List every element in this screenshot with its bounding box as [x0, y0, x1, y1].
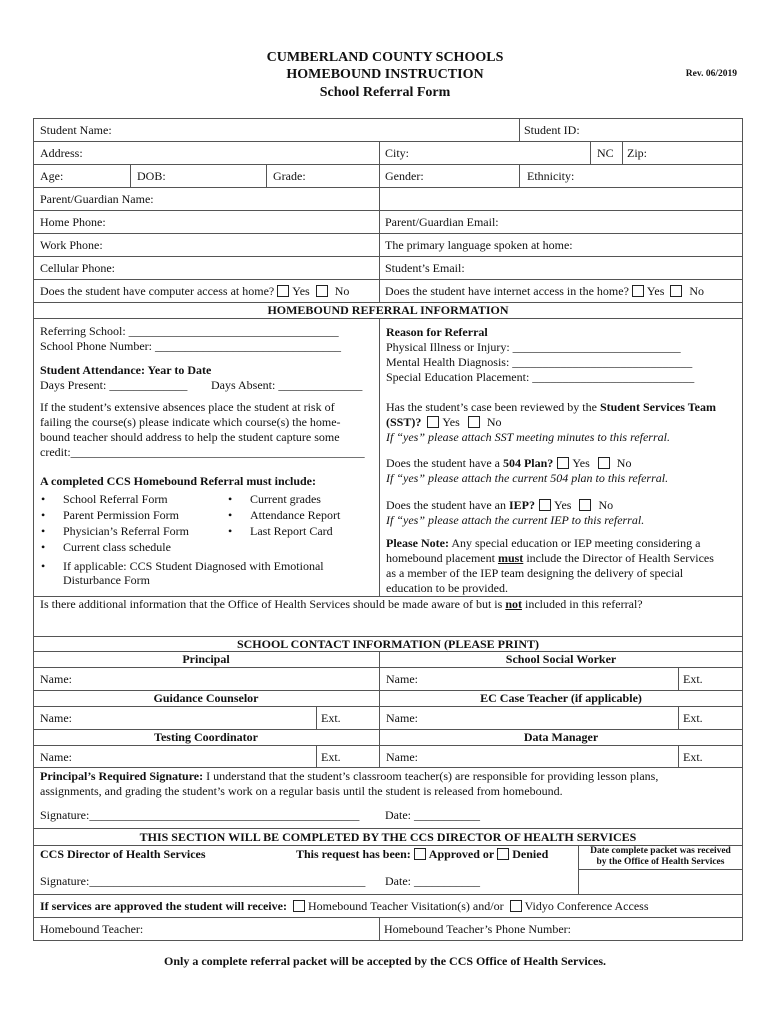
must-include-title: A completed CCS Homebound Referral must include: [40, 474, 316, 488]
list-item: • If applicable: CCS Student Diagnosed with Emotional [63, 559, 324, 573]
social-worker-name-field[interactable]: Name: [386, 672, 418, 686]
guardian-email-field[interactable]: Parent/Guardian Email: [385, 215, 499, 229]
social-worker-ext-field[interactable]: Ext. [683, 672, 703, 686]
received-date-label-1: Date complete packet was received [590, 846, 731, 856]
special-education-field[interactable]: Special Education Placement: ___________________________ [386, 370, 695, 384]
ec-teacher-heading: EC Case Teacher (if applicable) [480, 691, 642, 705]
testing-ext-field[interactable]: Ext. [321, 750, 341, 764]
guidance-name-field[interactable]: Name: [40, 711, 72, 725]
credit-field[interactable]: credit:_________________________________________________ [40, 445, 365, 459]
request-status: This request has been: Approved or Denied [296, 847, 549, 861]
sst-no-checkbox[interactable] [468, 416, 480, 428]
visitation-checkbox[interactable] [293, 900, 305, 912]
list-item: • Attendance Report [250, 508, 340, 522]
cell-phone-field[interactable]: Cellular Phone: [40, 261, 115, 275]
iep-note: If “yes” please attach the current IEP to this referral. [386, 513, 645, 527]
physical-illness-field[interactable]: Physical Illness or Injury: ____________________________ [386, 340, 681, 354]
student-email-field[interactable]: Student’s Email: [385, 261, 465, 275]
please-note-2: homebound placement must include the Director of Health Services [386, 551, 714, 565]
gender-field[interactable]: Gender: [385, 169, 424, 183]
approved-checkbox[interactable] [414, 848, 426, 860]
dob-field[interactable]: DOB: [137, 169, 166, 183]
please-note-4: education to be provided. [386, 581, 508, 595]
director-title: CCS Director of Health Services [40, 847, 206, 861]
form-title: School Referral Form [319, 85, 451, 100]
program-title: HOMEBOUND INSTRUCTION [286, 67, 484, 82]
sst-question: Has the student’s case been reviewed by the Student Services Team [386, 400, 716, 414]
plan504-question: Does the student have a 504 Plan? Yes No [386, 456, 632, 470]
student-id-field[interactable]: Student ID: [524, 123, 580, 137]
plan504-yes-checkbox[interactable] [557, 457, 569, 469]
list-item: • Current grades [250, 492, 321, 506]
director-date-field[interactable]: Date: ___________ [385, 874, 480, 888]
list-item: • Current class schedule [63, 540, 171, 554]
ec-teacher-ext-field[interactable]: Ext. [683, 711, 703, 725]
testing-name-field[interactable]: Name: [40, 750, 72, 764]
home-phone-field[interactable]: Home Phone: [40, 215, 106, 229]
list-item: • Physician’s Referral Form [63, 524, 189, 538]
language-field[interactable]: The primary language spoken at home: [385, 238, 573, 252]
internet-no-checkbox[interactable] [670, 285, 682, 297]
age-field[interactable]: Age: [40, 169, 64, 183]
footer-note: Only a complete referral packet will be accepted by the CCS Office of Health Services. [163, 954, 606, 968]
services-question: If services are approved the student will receive: Homebound Teacher Visitation(s) and/or Vidyo Conference Access [40, 899, 649, 913]
homebound-teacher-phone-field[interactable]: Homebound Teacher’s Phone Number: [384, 922, 572, 936]
social-worker-heading: School Social Worker [505, 652, 617, 666]
absence-text-3: bound teacher should address to help the student capture some [40, 430, 340, 444]
guardian-name-field[interactable]: Parent/Guardian Name: [40, 192, 154, 206]
district-title: CUMBERLAND COUNTY SCHOOLS [266, 50, 504, 65]
principal-name-field[interactable]: Name: [40, 672, 72, 686]
director-signature-field[interactable]: Signature:______________________________________________ [40, 874, 366, 888]
days-absent-field[interactable]: Days Absent: ______________ [211, 378, 363, 392]
please-note-3: as a member of the IEP team designing the delivery of special [386, 566, 684, 580]
guidance-heading: Guidance Counselor [153, 691, 259, 705]
guidance-ext-field[interactable]: Ext. [321, 711, 341, 725]
state-label: NC [597, 146, 614, 160]
iep-question: Does the student have an IEP? Yes No [386, 498, 614, 512]
attendance-title: Student Attendance: Year to Date [40, 363, 212, 377]
referring-school-field[interactable]: Referring School: ___________________________________ [40, 324, 339, 338]
list-item: • Last Report Card [250, 524, 333, 538]
address-field[interactable]: Address: [40, 146, 83, 160]
revision-label: Rev. 06/2019 [685, 69, 737, 79]
sst-yes-checkbox[interactable] [427, 416, 439, 428]
denied-checkbox[interactable] [497, 848, 509, 860]
homebound-teacher-field[interactable]: Homebound Teacher: [40, 922, 144, 936]
data-manager-heading: Data Manager [523, 730, 599, 744]
internet-access-question: Does the student have internet access in the home? Yes No [385, 284, 705, 298]
student-name-field[interactable]: Student Name: [40, 123, 112, 137]
additional-info-field[interactable]: Is there additional information that the Office of Health Services should be made aware of but is not included in this referral? [40, 597, 643, 611]
vidyo-checkbox[interactable] [510, 900, 522, 912]
testing-heading: Testing Coordinator [154, 730, 258, 744]
city-field[interactable]: City: [385, 146, 410, 160]
ethnicity-field[interactable]: Ethnicity: [527, 169, 575, 183]
director-section-heading: THIS SECTION WILL BE COMPLETED BY THE CCS DIRECTOR OF HEALTH SERVICES [139, 830, 637, 844]
principal-heading: Principal [182, 652, 230, 666]
principal-signature-statement: Principal’s Required Signature: I understand that the student’s classroom teacher(s) are responsible for providing lesson plans, [40, 769, 659, 783]
iep-yes-checkbox[interactable] [539, 499, 551, 511]
days-present-field[interactable]: Days Present: _____________ [40, 378, 188, 392]
internet-yes-checkbox[interactable] [632, 285, 644, 297]
list-item: • Parent Permission Form [63, 508, 179, 522]
principal-signature-field[interactable]: Signature:_____________________________________________ [40, 808, 360, 822]
ec-teacher-name-field[interactable]: Name: [386, 711, 418, 725]
list-item-continued: Disturbance Form [63, 573, 150, 587]
computer-no-checkbox[interactable] [316, 285, 328, 297]
principal-signature-statement-2: assignments, and grading the student’s work on a regular basis until the student is released from homebound. [40, 784, 563, 798]
referral-section-heading: HOMEBOUND REFERRAL INFORMATION [267, 303, 509, 317]
computer-yes-checkbox[interactable] [277, 285, 289, 297]
zip-field[interactable]: Zip: [627, 146, 647, 160]
data-manager-ext-field[interactable]: Ext. [683, 750, 703, 764]
mental-health-field[interactable]: Mental Health Diagnosis: ______________________________ [386, 355, 693, 369]
work-phone-field[interactable]: Work Phone: [40, 238, 103, 252]
plan504-note: If “yes” please attach the current 504 plan to this referral. [386, 471, 669, 485]
data-manager-name-field[interactable]: Name: [386, 750, 418, 764]
received-date-label-2: by the Office of Health Services [596, 857, 725, 867]
school-phone-field[interactable]: School Phone Number: _______________________________ [40, 339, 341, 353]
sst-answer: (SST)? Yes No [386, 415, 502, 429]
absence-text-2: failing the course(s) please indicate which course(s) the home- [40, 415, 341, 429]
principal-date-field[interactable]: Date: ___________ [385, 808, 480, 822]
reason-title: Reason for Referral [386, 325, 488, 339]
list-item: • School Referral Form [63, 492, 168, 506]
plan504-no-checkbox[interactable] [598, 457, 610, 469]
sst-note: If “yes” please attach SST meeting minutes to this referral. [386, 430, 670, 444]
contacts-section-heading: SCHOOL CONTACT INFORMATION (PLEASE PRINT) [236, 637, 540, 651]
computer-access-question: Does the student have computer access at home? Yes No [40, 284, 350, 298]
iep-no-checkbox[interactable] [579, 499, 591, 511]
grade-field[interactable]: Grade: [273, 169, 306, 183]
please-note-1: Please Note: Any special education or IEP meeting considering a [386, 536, 701, 550]
absence-text-1: If the student’s extensive absences place the student at risk of [40, 400, 335, 414]
